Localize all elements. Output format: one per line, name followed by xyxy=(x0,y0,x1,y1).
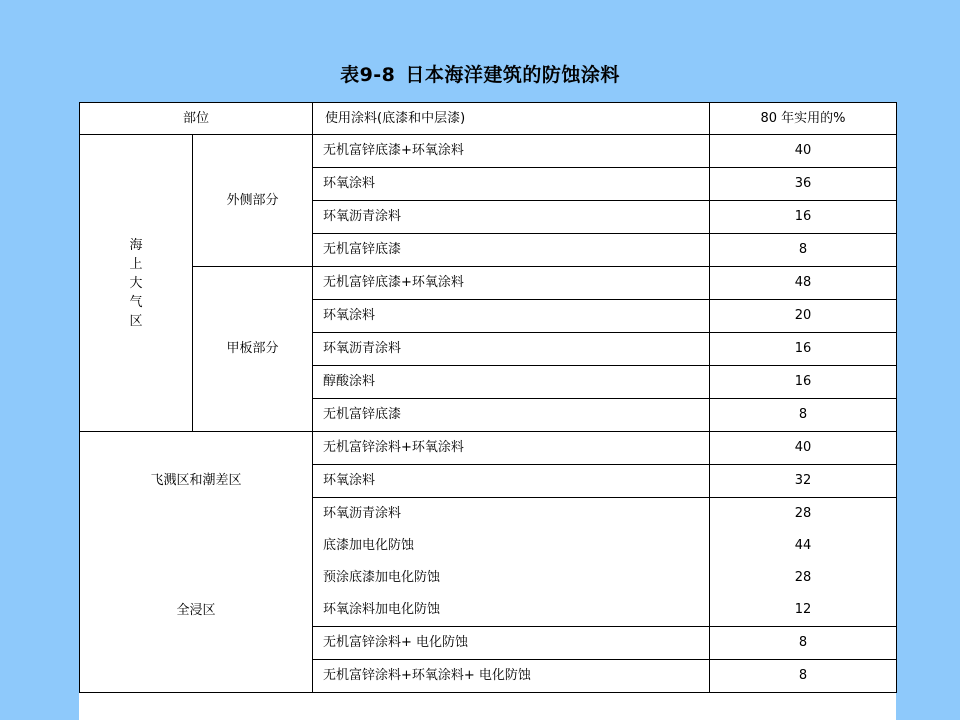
paint-cell: 环氧沥青涂料 xyxy=(313,201,710,234)
zone-splash-tidal: 飞溅区和潮差区 xyxy=(80,432,313,531)
percent-cell: 20 xyxy=(710,300,897,333)
percent-cell: 32 xyxy=(710,465,897,498)
percent-cell: 8 xyxy=(710,234,897,267)
paint-cell: 无机富锌底漆+环氧涂料 xyxy=(313,267,710,300)
paint-cell: 预涂底漆加电化防蚀 xyxy=(313,562,710,594)
paint-cell: 无机富锌底漆 xyxy=(313,399,710,432)
percent-cell: 8 xyxy=(710,660,897,693)
percent-cell: 8 xyxy=(710,399,897,432)
paint-cell: 无机富锌涂料+ 电化防蚀 xyxy=(313,627,710,660)
sub-deck: 甲板部分 xyxy=(193,267,313,432)
table-caption: 日本海洋建筑的防蚀涂料 xyxy=(405,64,620,86)
paint-cell: 无机富锌底漆+环氧涂料 xyxy=(313,135,710,168)
paint-cell: 环氧沥青涂料 xyxy=(313,498,710,531)
header-paint: 使用涂料(底漆和中层漆) xyxy=(313,103,710,135)
table-title xyxy=(0,60,960,87)
coating-table xyxy=(79,102,897,693)
paint-cell: 无机富锌底漆 xyxy=(313,234,710,267)
percent-cell: 40 xyxy=(710,432,897,465)
percent-cell: 40 xyxy=(710,135,897,168)
percent-cell: 28 xyxy=(710,562,897,594)
percent-cell: 44 xyxy=(710,530,897,562)
percent-cell: 16 xyxy=(710,201,897,234)
zone-sea-air-label: 海上大气区 xyxy=(129,237,143,329)
table-row xyxy=(80,267,897,300)
table-sheet xyxy=(79,102,896,720)
percent-cell: 36 xyxy=(710,168,897,201)
table-row xyxy=(80,135,897,168)
table-row xyxy=(80,530,897,562)
percent-cell: 16 xyxy=(710,333,897,366)
paint-cell: 无机富锌涂料+环氧涂料 xyxy=(313,432,710,465)
sub-outer: 外侧部分 xyxy=(193,135,313,267)
zone-immersion: 全浸区 xyxy=(80,530,313,693)
header-percent: 80 年实用的% xyxy=(710,103,897,135)
table-number: 表9-8 xyxy=(340,64,396,86)
percent-cell: 16 xyxy=(710,366,897,399)
paint-cell: 底漆加电化防蚀 xyxy=(313,530,710,562)
paint-cell: 环氧涂料 xyxy=(313,300,710,333)
percent-cell: 8 xyxy=(710,627,897,660)
paint-cell: 环氧涂料 xyxy=(313,168,710,201)
paint-cell: 环氧涂料 xyxy=(313,465,710,498)
paint-cell: 无机富锌涂料+环氧涂料+ 电化防蚀 xyxy=(313,660,710,693)
paint-cell: 环氧沥青涂料 xyxy=(313,333,710,366)
paint-cell: 醇酸涂料 xyxy=(313,366,710,399)
paint-cell: 环氧涂料加电化防蚀 xyxy=(313,594,710,627)
table-row xyxy=(80,432,897,465)
zone-sea-air xyxy=(80,135,193,432)
header-part: 部位 xyxy=(80,103,313,135)
percent-cell: 12 xyxy=(710,594,897,627)
table-header-row xyxy=(80,103,897,135)
percent-cell: 48 xyxy=(710,267,897,300)
percent-cell: 28 xyxy=(710,498,897,531)
